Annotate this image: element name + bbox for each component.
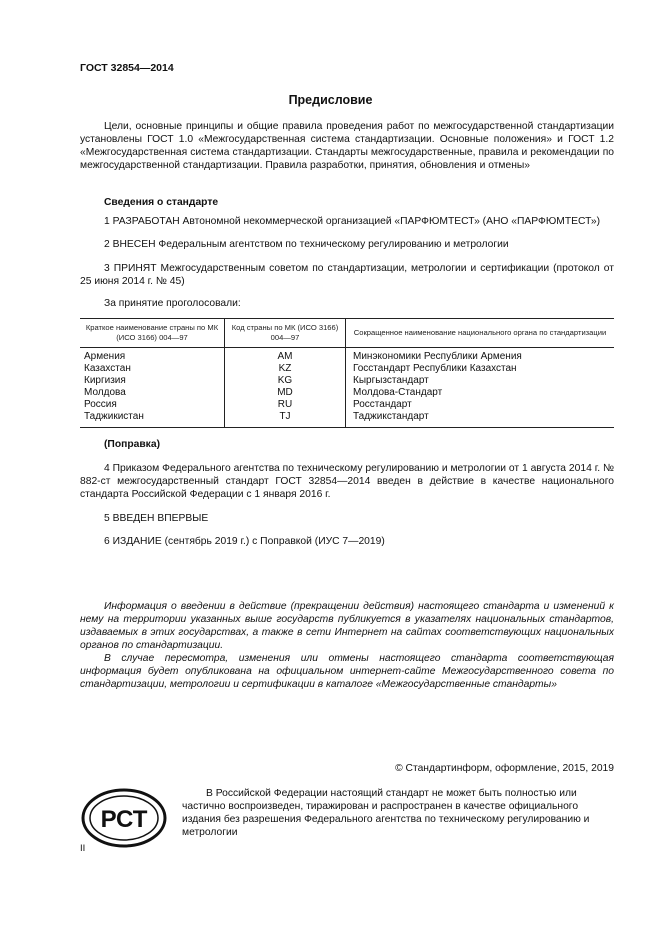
rst-logo [80, 787, 168, 849]
item-submitted: 2 ВНЕСЕН Федеральным агентством по техническому регулированию и метрологии [104, 239, 509, 250]
country-codes: AM KZ KG MD RU TJ [225, 348, 346, 428]
item-enacted: 4 Приказом Федерального агентства по техническому регулированию и метрологии от 1 августа 2014 г. № 882-ст межгосударственный стандарт ГОСТ 32854—2014 введен в действие в качестве национального стандарта Российской Федерации с 1 января 2016 г. [80, 463, 614, 500]
rights-notice: В Российской Федерации настоящий стандарт не может быть полностью или частично воспроизведен, тиражирован и распространен в качестве официального издания без разрешения Федерального агентства по техническому регулированию и метрологии [182, 788, 590, 838]
intro-paragraph: Цели, основные принципы и общие правила проведения работ по межгосударственной стандартизации установлены ГОСТ 1.0 «Межгосударственная система стандартизации. Основные положения» и ГОСТ 1.2 «Межгосударственная система стандартизации. Стандарты межгосударственные, правила и рекомендации по межгосударственной стандартизации. Правила разработки, принятия, обновления и отмены» [80, 121, 614, 171]
table-header-body: Сокращенное наименование национального органа по стандартизации [346, 319, 615, 348]
voted-label: За принятие проголосовали: [104, 298, 241, 309]
document-code: ГОСТ 32854—2014 [80, 62, 174, 74]
amendment-label: (Поправка) [104, 439, 160, 450]
note-publication: Информация о введении в действие (прекращении действия) настоящего стандарта и изменений к нему на территории указанных выше государств публикуется в указателях национальных стандартов, издаваемых в этих государствах, а также в сети Интернет на сайтах соответствующих национальных органов по стандартизации. [80, 601, 614, 651]
standards-bodies: Минэкономики Республики Армения Госстандарт Республики Казахстан Кыргызстандарт Молдова-Стандарт Росстандарт Таджикстандарт [346, 348, 615, 428]
item-developed: 1 РАЗРАБОТАН Автономной некоммерческой организацией «ПАРФЮМТЕСТ» (АНО «ПАРФЮМТЕСТ») [104, 216, 601, 227]
table-header-code: Код страны по МК (ИСО 3166) 004—97 [225, 319, 346, 348]
page-title: Предисловие [288, 93, 373, 107]
page-number: II [80, 843, 86, 854]
svg-text:РСТ: РСТ [100, 806, 148, 833]
table-row [80, 348, 614, 428]
info-heading: Сведения о стандарте [104, 197, 219, 208]
item-edition: 6 ИЗДАНИЕ (сентябрь 2019 г.) с Поправкой (ИУС 7—2019) [104, 536, 385, 547]
voting-table [80, 318, 614, 428]
note-revision: В случае пересмотра, изменения или отмены настоящего стандарта соответствующая информация будет опубликована на официальном интернет-сайте Межгосударственного совета по стандартизации, метрологии и сертификации в каталоге «Межгосударственные стандарты» [80, 653, 614, 690]
copyright: © Стандартинформ, оформление, 2015, 2019 [395, 763, 614, 774]
country-names: Армения Казахстан Киргизия Молдова Россия Таджикистан [80, 348, 225, 428]
item-adopted: 3 ПРИНЯТ Межгосударственным советом по стандартизации, метрологии и сертификации (протокол от 25 июня 2014 г. № 45) [80, 263, 614, 287]
table-header-row [80, 319, 614, 348]
item-first-introduced: 5 ВВЕДЕН ВПЕРВЫЕ [104, 513, 209, 524]
table-header-country: Краткое наименование страны по МК (ИСО 3166) 004—97 [80, 319, 225, 348]
